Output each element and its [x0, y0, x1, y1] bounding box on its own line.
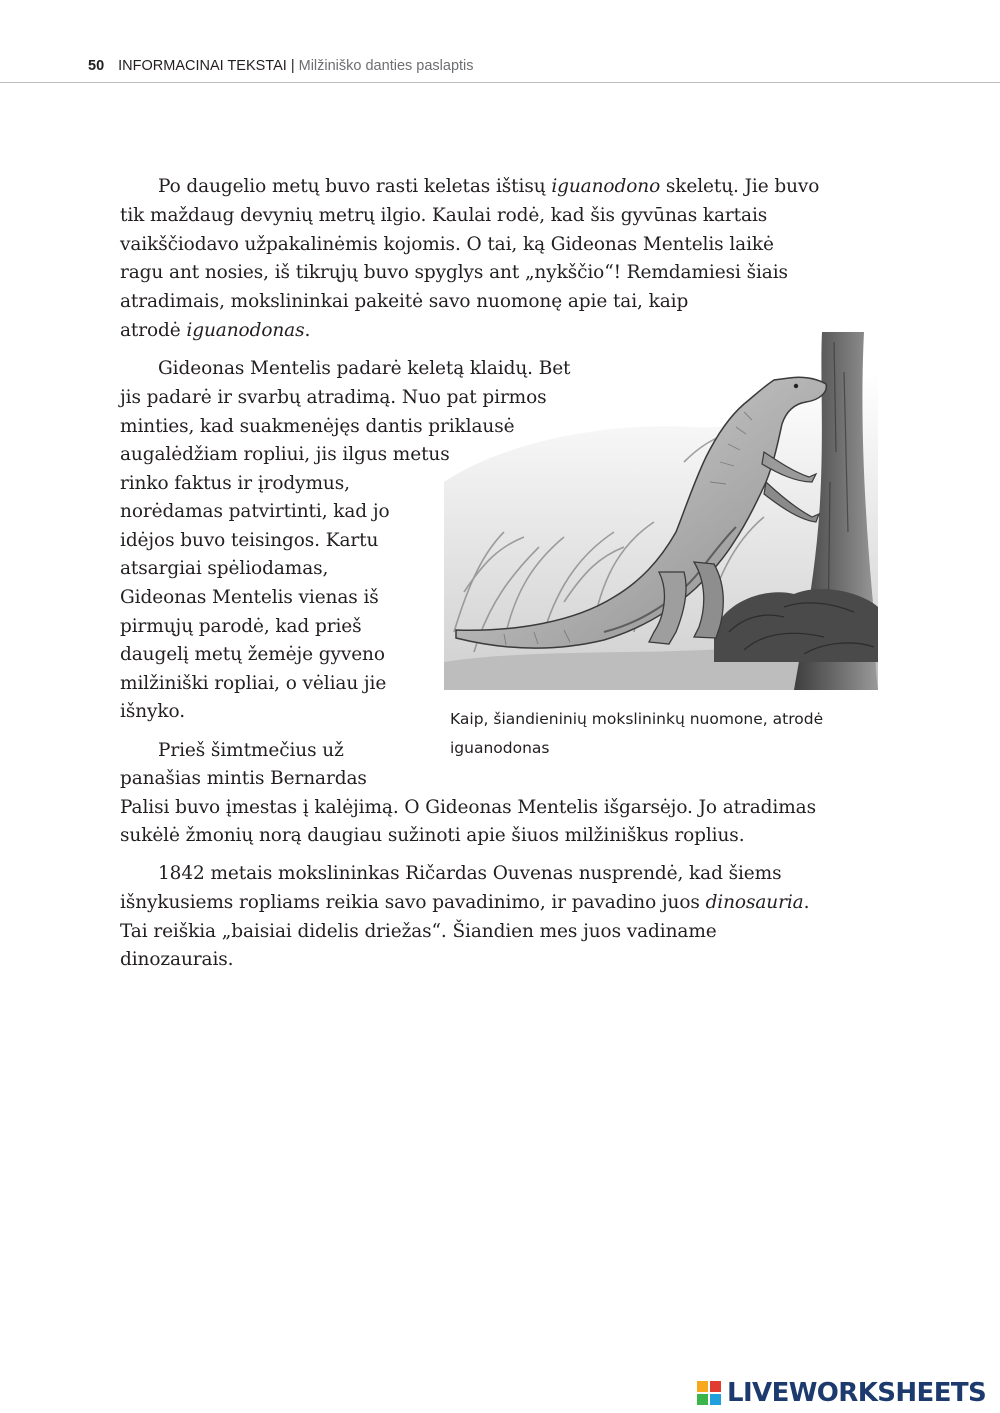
- logo-tile: [710, 1394, 721, 1405]
- chapter-title: Milžiniško danties paslaptis: [298, 58, 474, 74]
- p2-line-5: rinko faktus ir įrodymus,: [120, 473, 350, 494]
- p4-line-1: 1842 metais mokslininkas Ričardas Ouvenas nusprendė, kad šiems: [158, 863, 782, 884]
- p1-line-1: Po daugelio metų buvo rasti keletas ištisų iguanodono skeletų. Jie buvo: [158, 176, 820, 197]
- p2-line-3: minties, kad suakmenėjęs dantis priklausė: [120, 416, 515, 437]
- header-separator: |: [286, 58, 299, 74]
- p4-line-3: Tai reiškia „baisiai didelis driežas“. Šiandien mes juos vadiname: [120, 921, 717, 942]
- p2-line-12: milžiniški ropliai, o vėliau jie: [120, 673, 387, 694]
- p4-line-2: išnykusiems ropliams reikia savo pavadinimo, ir pavadino juos dinosauria.: [120, 892, 810, 913]
- running-header: [88, 58, 474, 80]
- p1-line-5: atradimais, mokslininkai pakeitė savo nuomonę apie tai, kaip: [120, 291, 689, 312]
- page-number: 50: [88, 58, 105, 74]
- logo-tiles-icon: [697, 1381, 723, 1407]
- p2-line-10: pirmųjų parodė, kad prieš: [120, 616, 362, 637]
- p1-line-4: ragu ant nosies, iš tikrųjų buvo spyglys ant „nykščio“! Remdamiesi šiais: [120, 262, 788, 283]
- p2-line-13: išnyko.: [120, 701, 185, 722]
- liveworksheets-logo: [697, 1377, 997, 1411]
- p3-line-3: Palisi buvo įmestas į kalėjimą. O Gideonas Mentelis išgarsėjo. Jo atradimas: [120, 797, 816, 818]
- p4-line-4: dinozaurais.: [120, 949, 234, 970]
- header-rule: [0, 82, 1000, 83]
- p2-line-6: norėdamas patvirtinti, kad jo: [120, 501, 390, 522]
- p1-line-6: atrodė iguanodonas.: [120, 320, 311, 341]
- p2-line-11: daugelį metų žemėje gyveno: [120, 644, 385, 665]
- p3-line-1: Prieš šimtmečius už: [158, 740, 344, 761]
- logo-tile: [697, 1381, 708, 1392]
- section-title: INFORMACINAI TEKSTAI: [118, 58, 287, 74]
- logo-tile: [710, 1381, 721, 1392]
- p3-line-4: sukėlė žmonių norą daugiau sužinoti apie šiuos milžiniškus roplius.: [120, 825, 745, 846]
- p3-line-2: panašias mintis Bernardas: [120, 768, 367, 789]
- figure-caption-line-2: iguanodonas: [450, 739, 550, 757]
- italic-term: iguanodonas: [186, 320, 305, 341]
- logo-tile: [697, 1394, 708, 1405]
- p2-line-7: idėjos buvo teisingos. Kartu: [120, 530, 379, 551]
- logo-text: LIVEWORKSHEETS: [727, 1378, 987, 1408]
- p2-line-8: atsargiai spėliodamas,: [120, 558, 329, 579]
- p2-line-4: augalėdžiam ropliui, jis ilgus metus: [120, 444, 450, 465]
- figure-caption-line-1: Kaip, šiandieninių mokslininkų nuomone, atrodė: [450, 710, 824, 728]
- p2-line-2: jis padarė ir svarbų atradimą. Nuo pat pirmos: [120, 387, 547, 408]
- italic-term: iguanodono: [551, 176, 661, 197]
- p1-line-3: vaikščiodavo užpakalinėmis kojomis. O tai, ką Gideonas Mentelis laikė: [120, 234, 774, 255]
- p2-line-9: Gideonas Mentelis vienas iš: [120, 587, 379, 608]
- italic-term: dinosauria: [705, 892, 804, 913]
- iguanodon-illustration: [444, 332, 878, 690]
- p2-line-1: Gideonas Mentelis padarė keletą klaidų. Bet: [158, 358, 571, 379]
- p1-line-2: tik maždaug devynių metrų ilgio. Kaulai rodė, kad šis gyvūnas kartais: [120, 205, 768, 226]
